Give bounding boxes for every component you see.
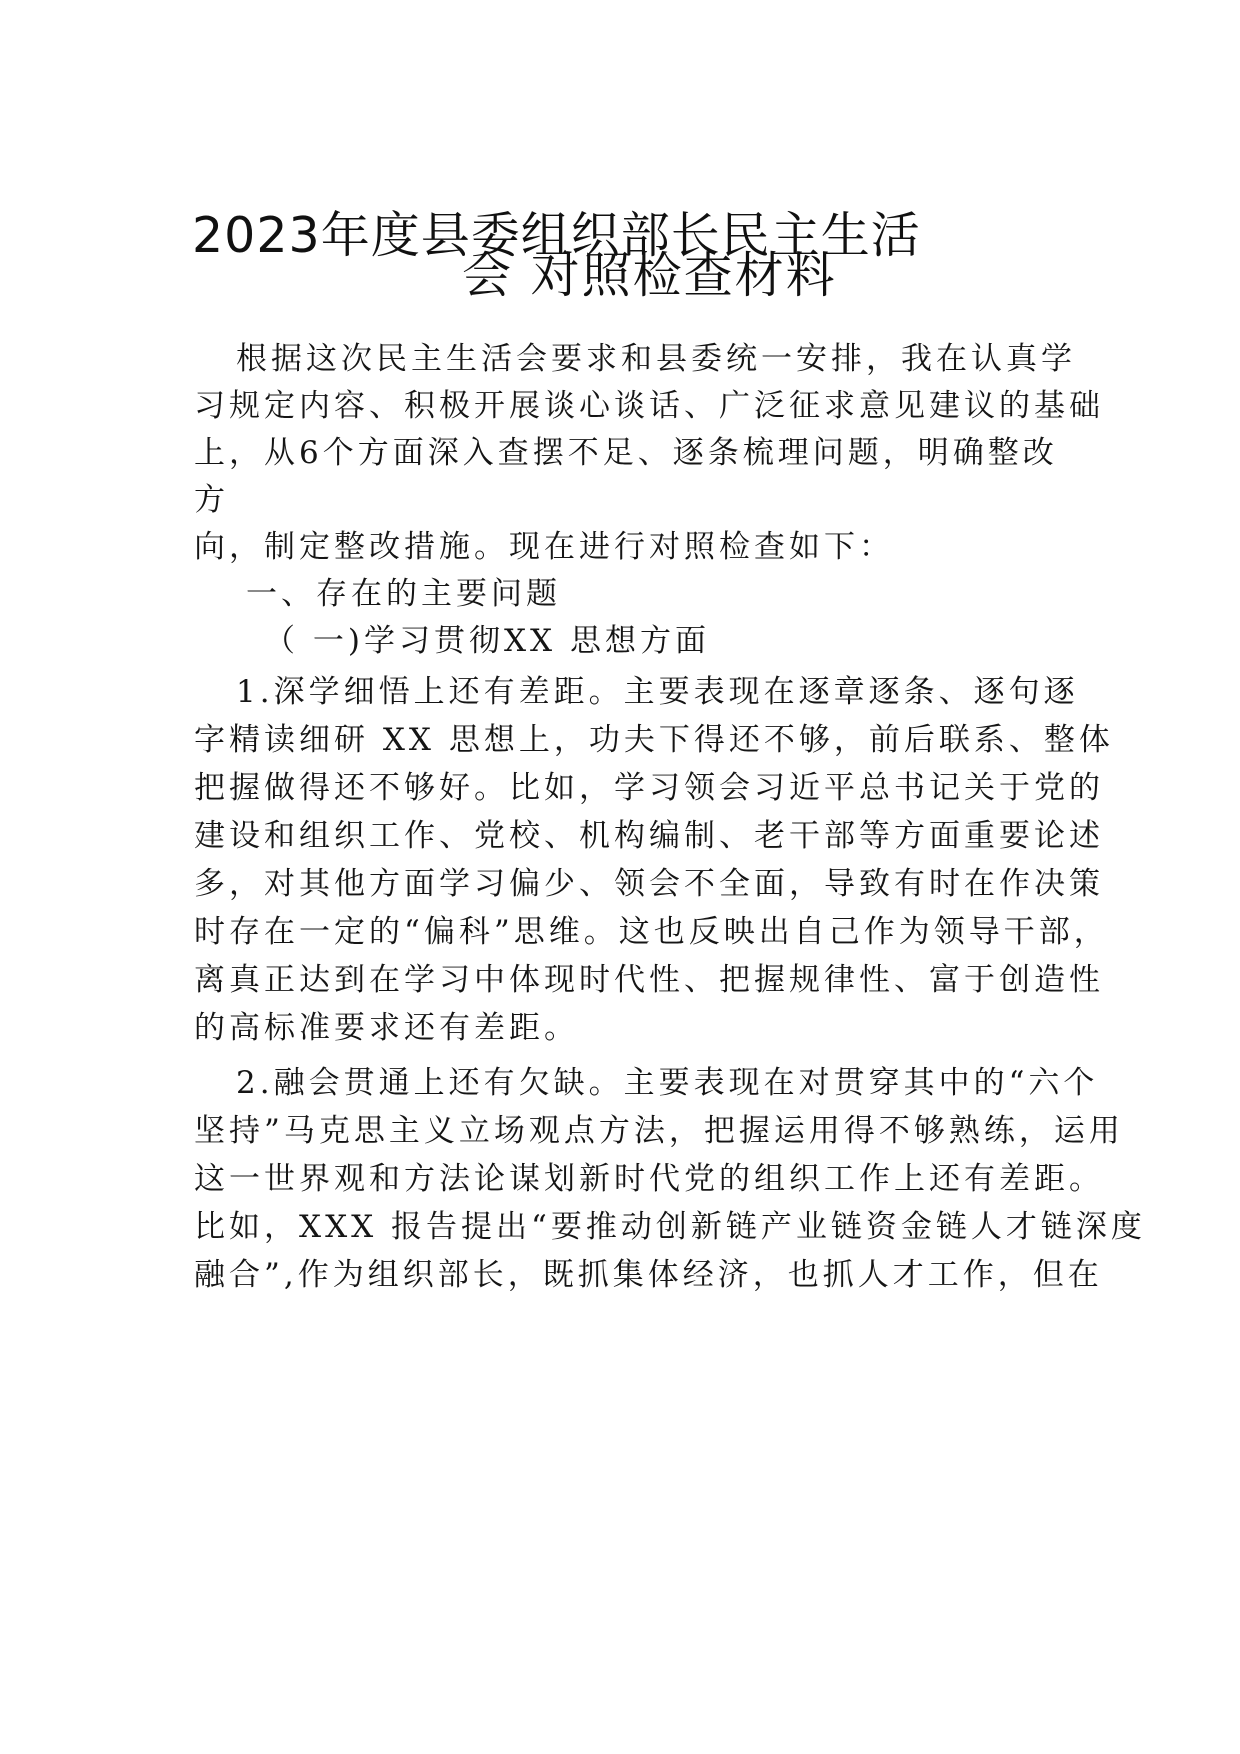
point1-line-3: 把握做得还不够好。比如，学习领会习近平总书记关于党的 bbox=[194, 770, 1104, 806]
point1-line-1: 1.深学细悟上还有差距。主要表现在逐章逐条、逐句逐 bbox=[236, 674, 1079, 710]
section-heading: 一、存在的主要问题 bbox=[246, 576, 561, 612]
intro-line-4: 方 bbox=[194, 482, 229, 518]
intro-line-2: 习规定内容、积极开展谈心谈话、广泛征求意见建议的基础 bbox=[194, 388, 1104, 424]
intro-line-1: 根据这次民主生活会要求和县委统一安排，我在认真学 bbox=[236, 341, 1076, 377]
document-title-line-1: 2023年度县委组织部长民主生活 bbox=[192, 207, 921, 264]
point2-line-2: 坚持”马克思主义立场观点方法，把握运用得不够熟练，运用 bbox=[194, 1113, 1124, 1149]
point1-line-6: 时存在一定的“偏科”思维。这也反映出自己作为领导干部， bbox=[194, 914, 1109, 950]
document-title-line-2: 会 对照检查材料 bbox=[462, 247, 837, 304]
point2-line-4: 比如，XXX 报告提出“要推动创新链产业链资金链人才链深度 bbox=[194, 1209, 1146, 1245]
point1-line-4: 建设和组织工作、党校、机构编制、老干部等方面重要论述 bbox=[194, 818, 1104, 854]
point2-line-5: 融合”,作为组织部长，既抓集体经济，也抓人才工作，但在 bbox=[194, 1257, 1103, 1293]
point1-line-7: 离真正达到在学习中体现时代性、把握规律性、富于创造性 bbox=[194, 962, 1104, 998]
point1-line-8: 的高标准要求还有差距。 bbox=[194, 1010, 579, 1046]
point2-line-3: 这一世界观和方法论谋划新时代党的组织工作上还有差距。 bbox=[194, 1161, 1104, 1197]
intro-line-5: 向，制定整改措施。现在进行对照检查如下： bbox=[194, 529, 894, 565]
subsection-heading: （ 一)学习贯彻XX 思想方面 bbox=[264, 623, 710, 659]
point2-line-1: 2.融会贯通上还有欠缺。主要表现在对贯穿其中的“六个 bbox=[236, 1065, 1099, 1101]
intro-line-3: 上，从6个方面深入查摆不足、逐条梳理问题，明确整改 bbox=[194, 435, 1058, 471]
point1-line-2: 字精读细研 XX 思想上，功夫下得还不够，前后联系、整体 bbox=[194, 722, 1114, 758]
point1-line-5: 多，对其他方面学习偏少、领会不全面，导致有时在作决策 bbox=[194, 866, 1104, 902]
